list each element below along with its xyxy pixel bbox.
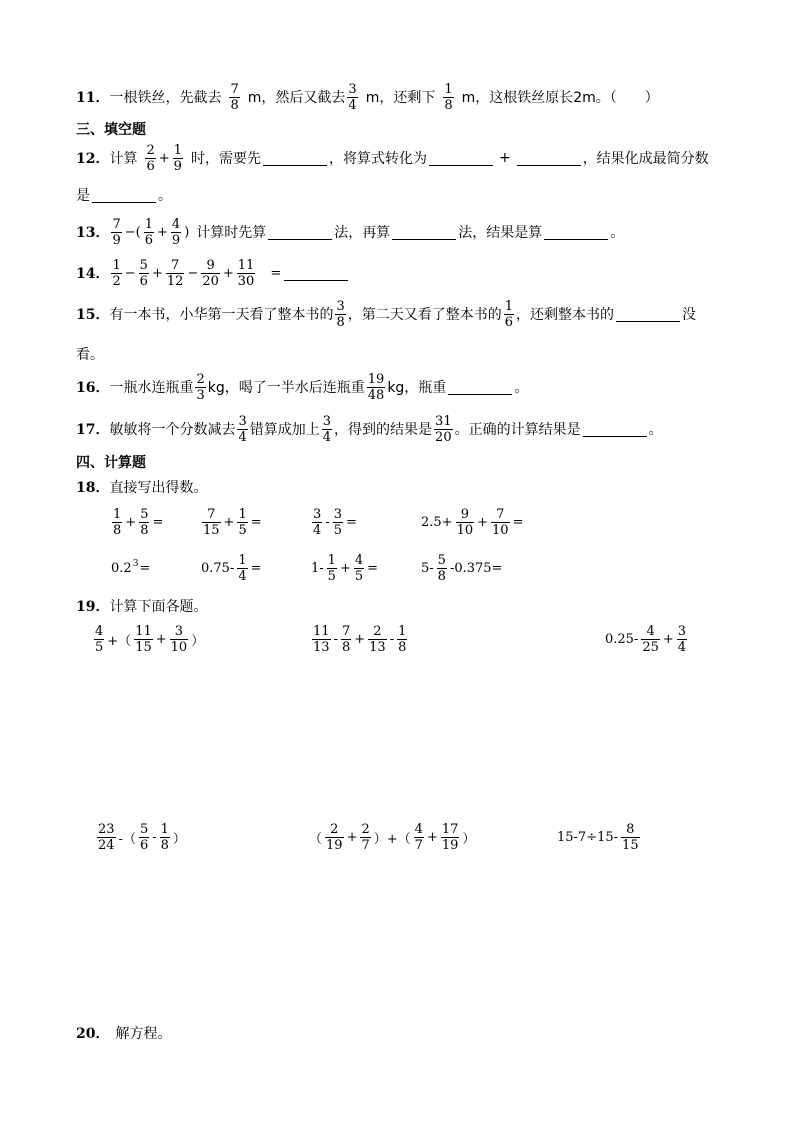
fraction — [621, 822, 640, 853]
denominator: 8 — [437, 568, 446, 584]
operator: - — [333, 631, 338, 647]
denominator: 6 — [144, 232, 154, 248]
denominator: 4 — [348, 97, 357, 113]
answer-blank[interactable] — [392, 225, 456, 240]
denominator: 9 — [112, 232, 121, 248]
operator: + — [662, 631, 674, 647]
denominator: 8 — [341, 639, 351, 655]
fraction — [397, 624, 407, 655]
denominator: 12 — [166, 273, 184, 289]
operator: + — [125, 514, 137, 530]
numerator: 5 — [140, 506, 149, 522]
operator: = — [270, 265, 282, 281]
answer-blank[interactable] — [448, 380, 512, 395]
denominator: 25 — [642, 639, 659, 655]
fraction — [491, 507, 510, 538]
denominator: 5 — [354, 568, 364, 584]
numerator: 2 — [196, 371, 205, 387]
denominator: 9 — [173, 158, 182, 174]
question-12 — [76, 141, 709, 175]
operator: 15-7÷15- — [557, 829, 619, 845]
answer-blank[interactable] — [263, 151, 327, 166]
operator: ） — [462, 831, 476, 847]
question-number: 18． — [76, 480, 110, 496]
question-text: 时，需要先 — [190, 151, 261, 167]
operator: + — [339, 560, 351, 576]
fraction — [139, 507, 149, 538]
denominator: 5 — [327, 568, 336, 584]
operator: +（ — [107, 633, 132, 649]
operator: = — [512, 514, 524, 530]
numerator: 1 — [504, 298, 514, 314]
denominator: 8 — [230, 97, 239, 113]
numerator: 1 — [398, 623, 407, 639]
numerator: 7 — [496, 506, 505, 522]
operator: 1- — [311, 560, 324, 576]
question-20 — [76, 1023, 171, 1043]
section-heading-calculation: 四、计算题 — [76, 455, 146, 471]
numerator: 7 — [112, 216, 121, 232]
operator: + — [222, 265, 234, 281]
operator: -（ — [118, 831, 136, 847]
denominator: 2 — [112, 273, 121, 289]
question-text: 计算下面各题。 — [109, 599, 208, 615]
operator: - — [325, 514, 330, 530]
question-17 — [76, 412, 663, 446]
question-number: 14． — [76, 266, 110, 282]
numerator: 9 — [460, 506, 469, 522]
denominator: 7 — [414, 837, 423, 853]
fraction — [237, 553, 247, 584]
question-text: kg，喝了一半水后连瓶重 — [207, 380, 365, 396]
fraction — [456, 507, 475, 538]
operator: + — [426, 829, 438, 845]
numerator: 1 — [327, 552, 336, 568]
denominator: 10 — [492, 522, 509, 538]
question-text: 。 — [648, 422, 663, 438]
expr-18-1b — [200, 505, 263, 539]
operator: + — [498, 150, 511, 166]
question-19-title — [76, 596, 207, 616]
numerator: 3 — [677, 623, 687, 639]
numerator: 5 — [139, 821, 149, 837]
denominator: 10 — [456, 522, 474, 538]
denominator: 9 — [171, 232, 181, 248]
question-text: ，得到的结果是 — [334, 422, 433, 438]
denominator: 7 — [361, 837, 370, 853]
numerator: 7 — [341, 623, 351, 639]
fraction — [195, 372, 205, 403]
numerator: 2 — [361, 821, 370, 837]
operator: + — [151, 265, 163, 281]
numerator: 4 — [171, 216, 181, 232]
denominator: 13 — [313, 639, 330, 655]
operator: + — [346, 829, 358, 845]
operator: （ — [309, 831, 323, 847]
fraction — [441, 822, 460, 853]
question-11 — [76, 80, 659, 114]
fraction — [139, 258, 149, 289]
fraction — [322, 414, 332, 445]
denominator: 8 — [140, 522, 149, 538]
section-heading-fill-in: 三、填空题 — [76, 122, 146, 138]
numerator: 5 — [139, 257, 148, 273]
answer-blank[interactable] — [616, 307, 680, 322]
expr-18-2b — [200, 551, 263, 585]
fraction — [170, 624, 189, 655]
fraction — [112, 507, 122, 538]
fraction — [360, 822, 370, 853]
denominator: 5 — [238, 522, 247, 538]
operator: - — [389, 631, 395, 647]
fraction — [160, 822, 170, 853]
operator: + — [157, 224, 168, 240]
exponent: 3 — [132, 559, 139, 569]
fraction — [327, 553, 337, 584]
fraction — [368, 624, 387, 655]
question-text: m，然后又截去 — [247, 90, 346, 106]
denominator: 19 — [326, 837, 343, 853]
question-text: 直接写出得数。 — [109, 480, 208, 496]
denominator: 20 — [435, 429, 452, 445]
denominator: 19 — [441, 837, 459, 853]
fraction — [434, 414, 453, 445]
operator: = — [250, 560, 262, 576]
question-text: 。正确的计算结果是 — [454, 422, 581, 438]
denominator: 6 — [139, 837, 149, 853]
question-13 — [76, 215, 624, 249]
fraction — [347, 82, 357, 113]
operator: = — [367, 560, 379, 576]
numerator: 7 — [170, 257, 180, 273]
fraction — [173, 143, 183, 174]
operator: + — [477, 514, 489, 530]
denominator: 5 — [95, 639, 104, 655]
operator: 2.5+ — [421, 514, 453, 530]
operator: = — [250, 514, 262, 530]
denominator: 3 — [196, 387, 205, 403]
question-text: 法，再算 — [334, 225, 391, 241]
fraction — [145, 143, 155, 174]
denominator: 4 — [313, 522, 322, 538]
question-number: 13． — [76, 225, 110, 241]
numerator: 7 — [230, 81, 239, 97]
numerator: 23 — [98, 821, 115, 837]
question-14 — [76, 256, 350, 290]
fraction — [312, 507, 322, 538]
denominator: 15 — [203, 522, 220, 538]
numerator: 2 — [146, 142, 155, 158]
question-text: 一瓶水连瓶重 — [109, 380, 194, 396]
fraction — [677, 624, 687, 655]
expr-19-3 — [604, 622, 689, 656]
numerator: 3 — [238, 413, 247, 429]
denominator: 8 — [336, 314, 345, 330]
operator: ) — [184, 224, 190, 240]
fraction — [325, 822, 344, 853]
fraction — [333, 507, 343, 538]
answer-blank[interactable] — [583, 422, 647, 437]
operator: ） — [172, 831, 186, 847]
question-text: 敏敏将一个分数减去 — [109, 422, 236, 438]
question-text: 没 — [682, 307, 697, 323]
expr-19-4 — [95, 820, 187, 854]
question-text: 有一本书，小华第一天看了整本书的 — [109, 307, 334, 323]
numerator: 3 — [333, 506, 342, 522]
fraction — [237, 258, 256, 289]
question-text: 。 — [514, 380, 529, 396]
numerator: 3 — [322, 413, 332, 429]
denominator: 4 — [238, 568, 247, 584]
numerator: 11 — [313, 623, 330, 639]
expr-18-1d — [420, 505, 524, 539]
fraction — [202, 507, 221, 538]
denominator: 24 — [98, 837, 115, 853]
operator: + — [223, 514, 235, 530]
question-text: ，将算式转化为 — [328, 151, 427, 167]
operator: 0.25- — [605, 631, 639, 647]
numerator: 4 — [414, 821, 423, 837]
fraction — [111, 217, 121, 248]
question-text: 。 — [610, 225, 625, 241]
question-text: 错算成加上 — [249, 422, 320, 438]
expr-18-1a — [110, 505, 164, 539]
expr-18-2a — [110, 551, 151, 585]
expr-18-2c — [310, 551, 379, 585]
denominator: 8 — [160, 837, 169, 853]
fraction — [144, 217, 154, 248]
operator: 5- — [421, 560, 434, 576]
operator: = — [152, 514, 164, 530]
answer-blank[interactable] — [284, 266, 348, 281]
numerator: 1 — [144, 216, 154, 232]
question-16 — [76, 370, 528, 404]
question-text: m，还剩下 — [365, 90, 436, 106]
operator: -0.375= — [449, 560, 503, 576]
operator: + — [158, 150, 170, 166]
fraction — [341, 624, 351, 655]
denominator: 20 — [202, 273, 219, 289]
operator: + — [354, 631, 366, 647]
question-text: 一根铁丝，先截去 — [109, 90, 222, 106]
answer-blank[interactable] — [544, 225, 608, 240]
fraction — [229, 82, 239, 113]
denominator: 10 — [170, 639, 188, 655]
operator: = — [139, 560, 151, 576]
fraction — [312, 624, 331, 655]
fraction — [354, 553, 364, 584]
question-text: 计算 — [109, 151, 138, 167]
operator: 0.2 — [111, 560, 132, 576]
fraction — [237, 414, 247, 445]
denominator: 4 — [677, 639, 687, 655]
numerator: 31 — [435, 413, 452, 429]
denominator: 30 — [237, 273, 255, 289]
denominator: 8 — [398, 639, 407, 655]
expr-19-6 — [556, 820, 642, 854]
fraction — [367, 372, 386, 403]
numerator: 1 — [238, 552, 247, 568]
fraction — [237, 507, 247, 538]
denominator: 6 — [146, 158, 155, 174]
numerator: 1 — [173, 142, 182, 158]
numerator: 1 — [444, 81, 453, 97]
denominator: 4 — [322, 429, 332, 445]
question-number: 15． — [76, 307, 110, 323]
operator: = — [345, 514, 357, 530]
fraction — [94, 624, 104, 655]
question-text: m，这根铁丝原长2m。（ ） — [461, 90, 659, 106]
fraction — [201, 258, 220, 289]
answer-blank[interactable] — [517, 151, 581, 166]
answer-blank[interactable] — [268, 225, 332, 240]
answer-blank[interactable] — [92, 188, 156, 203]
denominator: 48 — [367, 387, 385, 403]
fraction — [139, 822, 149, 853]
numerator: 1 — [112, 257, 121, 273]
expr-19-5 — [308, 820, 476, 854]
denominator: 6 — [504, 314, 514, 330]
question-text: 解方程。 — [115, 1026, 172, 1042]
question-number: 19． — [76, 599, 110, 615]
answer-blank[interactable] — [429, 151, 493, 166]
question-text: kg，瓶重 — [387, 380, 447, 396]
question-text: ，还剩整本书的 — [516, 307, 615, 323]
fraction — [171, 217, 181, 248]
denominator: 8 — [113, 522, 122, 538]
operator: + — [155, 631, 167, 647]
question-15-continued: 看。 — [76, 347, 104, 363]
question-number: 12． — [76, 151, 110, 167]
fraction — [134, 624, 153, 655]
question-number: 20． — [76, 1026, 110, 1042]
numerator: 1 — [160, 821, 169, 837]
expr-19-1 — [92, 622, 205, 656]
numerator: 3 — [313, 506, 322, 522]
operator: −( — [124, 224, 141, 240]
question-number: 17． — [76, 422, 110, 438]
operator: ） — [191, 633, 205, 649]
question-text: 。 — [158, 188, 172, 204]
question-12-continued — [76, 185, 172, 205]
denominator: 4 — [238, 429, 247, 445]
fraction — [166, 258, 185, 289]
operator: 0.75- — [201, 560, 235, 576]
numerator: 3 — [348, 81, 357, 97]
numerator: 3 — [174, 623, 184, 639]
fraction — [504, 299, 514, 330]
denominator: 13 — [369, 639, 386, 655]
question-text: 法，结果是算 — [458, 225, 543, 241]
numerator: 11 — [135, 623, 152, 639]
numerator: 9 — [206, 257, 215, 273]
question-number: 16． — [76, 380, 110, 396]
fraction — [437, 553, 447, 584]
expr-19-2 — [310, 622, 409, 656]
question-text: ，结果化成最简分数 — [582, 151, 709, 167]
fraction — [443, 82, 453, 113]
question-text: ，第二天又看了整本书的 — [347, 307, 502, 323]
numerator: 8 — [626, 821, 635, 837]
denominator: 6 — [139, 273, 148, 289]
numerator: 17 — [441, 821, 459, 837]
numerator: 1 — [238, 506, 247, 522]
denominator: 15 — [622, 837, 639, 853]
fraction — [414, 822, 424, 853]
numerator: 2 — [373, 623, 382, 639]
question-number: 11． — [76, 90, 110, 106]
numerator: 4 — [95, 623, 104, 639]
operator: − — [187, 265, 199, 281]
numerator: 3 — [336, 298, 345, 314]
numerator: 4 — [646, 623, 655, 639]
question-18-title — [76, 477, 207, 497]
question-text: 计算时先算 — [196, 225, 267, 241]
question-text: 是 — [76, 188, 90, 204]
denominator: 8 — [444, 97, 453, 113]
operator: − — [124, 265, 136, 281]
expr-18-2d — [420, 551, 503, 585]
fraction — [111, 258, 121, 289]
numerator: 2 — [330, 821, 339, 837]
question-15 — [76, 297, 696, 331]
denominator: 5 — [333, 522, 342, 538]
fraction — [641, 624, 660, 655]
expr-18-1c — [310, 505, 358, 539]
fraction — [335, 299, 345, 330]
operator: ）+（ — [373, 831, 411, 847]
operator: - — [152, 829, 157, 845]
denominator: 15 — [135, 639, 152, 655]
numerator: 7 — [207, 506, 216, 522]
numerator: 11 — [237, 257, 255, 273]
fraction — [97, 822, 116, 853]
numerator: 4 — [354, 552, 364, 568]
numerator: 19 — [367, 371, 385, 387]
numerator: 1 — [113, 506, 122, 522]
numerator: 5 — [437, 552, 446, 568]
